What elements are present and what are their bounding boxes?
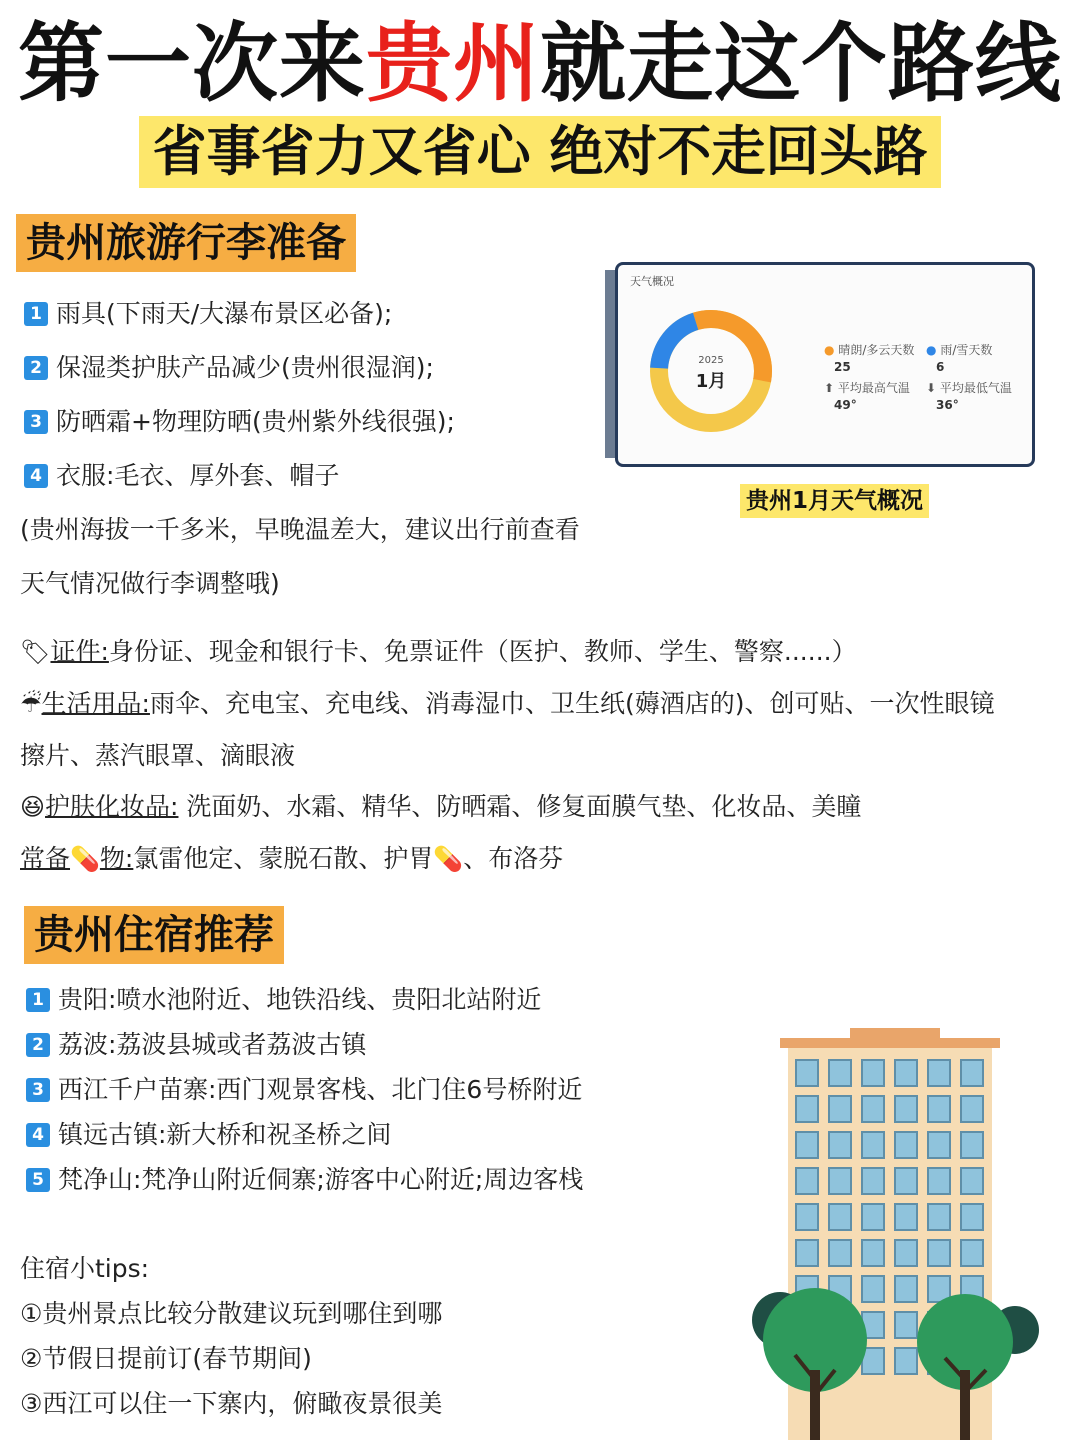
documents-label: 证件:	[50, 637, 109, 666]
window	[862, 1276, 884, 1302]
packing-item	[24, 297, 392, 331]
meds-label-wrap	[20, 844, 133, 873]
window	[895, 1312, 917, 1338]
window	[829, 1204, 851, 1230]
packing-note-line1: (贵州海拔一千多米，早晚温差大，建议出行前查看	[20, 515, 580, 544]
window	[796, 1132, 818, 1158]
tip-item: ①贵州景点比较分散建议玩到哪住到哪	[20, 1299, 443, 1328]
number-badge: 5	[26, 1168, 50, 1192]
daily-label-wrap	[20, 689, 150, 718]
window	[928, 1204, 950, 1230]
meds-text-a: 氯雷他定、蒙脱石散、护胃	[133, 844, 434, 873]
meds-label-a: 常备	[20, 844, 71, 873]
lodging-heading: 贵州住宿推荐	[24, 906, 284, 964]
weather-donut	[646, 301, 776, 441]
packing-item-text: 衣服:毛衣、厚外套、帽子	[56, 461, 340, 490]
packing-item	[24, 459, 339, 493]
smiley-icon: 😆	[20, 793, 46, 821]
documents-line	[20, 635, 857, 669]
subtitle-wrapper	[0, 116, 1080, 188]
weather-card	[605, 262, 1033, 466]
window	[961, 1168, 983, 1194]
donut-year: 2025	[698, 355, 724, 366]
title-part1: 第一次来	[18, 14, 366, 114]
packing-item-text: 防晒霜+物理防晒(贵州紫外线很强);	[56, 407, 455, 436]
window	[796, 1240, 818, 1266]
documents-label-wrap	[20, 637, 109, 666]
number-badge: 3	[26, 1078, 50, 1102]
meds-text-b: 、布洛芬	[463, 844, 564, 873]
weather-caption: 贵州1月天气概况	[740, 484, 929, 518]
window	[862, 1168, 884, 1194]
tree-right-trunk	[960, 1370, 970, 1440]
roof-ledge	[780, 1038, 1000, 1048]
lodging-item-text: 荔波:荔波县城或者荔波古镇	[58, 1030, 367, 1059]
window	[829, 1060, 851, 1086]
tip-item: ③西江可以住一下寨内，俯瞰夜景很美	[20, 1389, 443, 1418]
number-badge: 3	[24, 410, 48, 434]
window	[961, 1132, 983, 1158]
window	[928, 1060, 950, 1086]
rain-value: 6	[936, 360, 945, 374]
weather-card-title: 天气概况	[630, 275, 674, 288]
title-part2: 就走这个路线	[540, 14, 1062, 114]
packing-item	[24, 351, 434, 385]
umbrella-icon: ☔	[20, 690, 42, 718]
donut-rain-arc	[659, 321, 696, 368]
high-value: 49°	[834, 398, 857, 412]
window	[796, 1168, 818, 1194]
thermometer-icon: ⬆	[824, 381, 835, 395]
packing-item-text: 保湿类护肤产品减少(贵州很湿润);	[56, 353, 434, 382]
skincare-line	[20, 790, 861, 824]
thermometer-icon: ⬇	[926, 381, 937, 395]
window	[895, 1168, 917, 1194]
skincare-label-wrap	[20, 792, 178, 821]
stat-high	[824, 379, 910, 412]
packing-item-text: 雨具(下雨天/大瀑布景区必备);	[56, 299, 393, 328]
window	[796, 1060, 818, 1086]
low-label: 平均最低气温	[939, 381, 1012, 395]
lodging-item-text: 梵净山:梵净山附近侗寨;游客中心附近;周边客栈	[58, 1165, 584, 1194]
window	[961, 1240, 983, 1266]
lodging-item	[26, 983, 541, 1017]
window	[829, 1240, 851, 1266]
window	[895, 1096, 917, 1122]
title-highlight: 贵州	[366, 14, 540, 114]
stat-rain	[926, 341, 992, 374]
pill-icon: 💊	[70, 845, 100, 873]
tips-title: 住宿小tips:	[20, 1254, 150, 1283]
lodging-item	[26, 1163, 583, 1197]
pill-icon: 💊	[433, 845, 464, 873]
lodging-item	[26, 1118, 391, 1152]
number-badge: 1	[24, 302, 48, 326]
number-badge: 4	[26, 1123, 50, 1147]
window	[895, 1240, 917, 1266]
stat-low	[926, 379, 1012, 412]
dot-icon: ●	[824, 343, 835, 357]
window	[796, 1204, 818, 1230]
daily-label: 生活用品:	[41, 689, 150, 718]
window	[895, 1204, 917, 1230]
roof-top	[850, 1028, 940, 1038]
donut-month: 1月	[695, 371, 727, 392]
skincare-label: 护肤化妆品:	[45, 792, 179, 821]
number-badge: 4	[24, 464, 48, 488]
weather-panel	[615, 262, 1035, 467]
window	[895, 1132, 917, 1158]
meds-label-b: 物:	[99, 844, 134, 873]
window	[895, 1348, 917, 1374]
window	[895, 1276, 917, 1302]
window	[862, 1132, 884, 1158]
meds-line	[20, 842, 563, 876]
documents-text: 身份证、现金和银行卡、免票证件（医护、教师、学生、警察......）	[108, 637, 857, 666]
label-tag-icon: 🏷	[20, 638, 51, 666]
window	[928, 1240, 950, 1266]
window	[862, 1096, 884, 1122]
lodging-item	[26, 1028, 366, 1062]
window	[928, 1096, 950, 1122]
tip-item: ②节假日提前订(春节期间)	[20, 1344, 312, 1373]
window	[862, 1060, 884, 1086]
window	[961, 1060, 983, 1086]
lodging-item-text: 贵阳:喷水池附近、地铁沿线、贵阳北站附近	[58, 985, 542, 1014]
window	[829, 1168, 851, 1194]
high-label: 平均最高气温	[837, 381, 910, 395]
lodging-item-text: 镇远古镇:新大桥和祝圣桥之间	[58, 1120, 392, 1149]
window	[829, 1132, 851, 1158]
sunny-label: 晴朗/多云天数	[838, 343, 915, 357]
window	[895, 1060, 917, 1086]
packing-note-line2: 天气情况做行李调整哦)	[20, 569, 280, 598]
stat-sunny	[824, 341, 914, 374]
subtitle: 省事省力又省心 绝对不走回头路	[139, 116, 942, 188]
window	[961, 1204, 983, 1230]
daily-text-line2: 擦片、蒸汽眼罩、滴眼液	[20, 741, 296, 770]
window	[961, 1096, 983, 1122]
dot-icon: ●	[926, 343, 937, 357]
page-title	[0, 14, 1080, 114]
packing-heading: 贵州旅游行李准备	[16, 214, 356, 272]
skincare-text: 洗面奶、水霜、精华、防晒霜、修复面膜气垫、化妆品、美瞳	[178, 792, 862, 821]
lodging-item	[26, 1073, 582, 1107]
tree-left-trunk	[810, 1370, 820, 1440]
number-badge: 2	[24, 356, 48, 380]
building-illustration	[740, 1020, 1040, 1440]
low-value: 36°	[936, 398, 959, 412]
window	[928, 1132, 950, 1158]
lodging-item-text: 西江千户苗寨:西门观景客栈、北门住6号桥附近	[58, 1075, 583, 1104]
window	[862, 1204, 884, 1230]
window	[862, 1240, 884, 1266]
rain-label: 雨/雪天数	[940, 343, 993, 357]
number-badge: 1	[26, 988, 50, 1012]
daily-line	[20, 687, 994, 721]
daily-text: 雨伞、充电宝、充电线、消毒湿巾、卫生纸(薅酒店的)、创可贴、一次性眼镜	[149, 689, 995, 718]
sunny-value: 25	[834, 360, 851, 374]
number-badge: 2	[26, 1033, 50, 1057]
window	[796, 1096, 818, 1122]
window	[928, 1168, 950, 1194]
packing-item	[24, 405, 455, 439]
window	[829, 1096, 851, 1122]
